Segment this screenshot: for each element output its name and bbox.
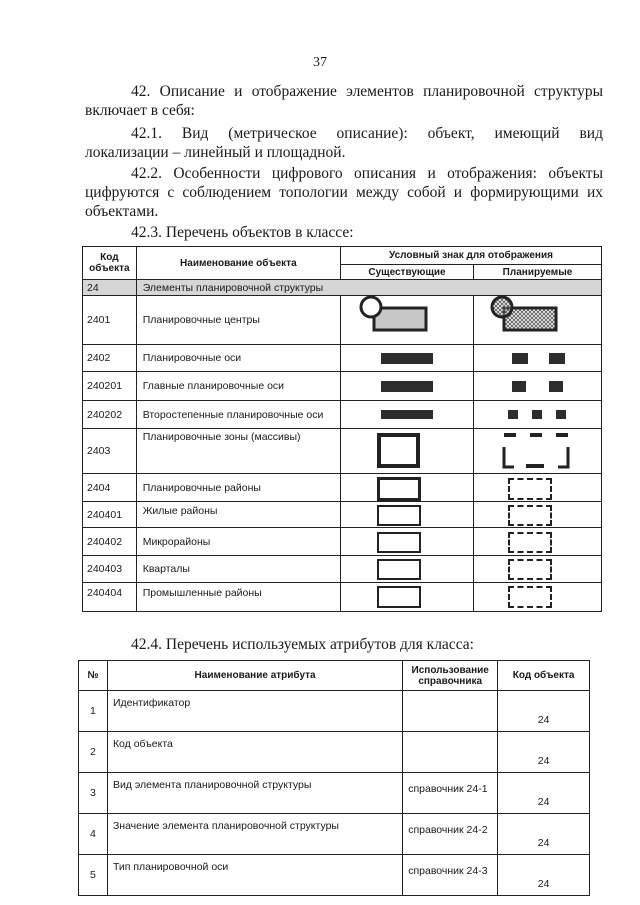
- attr-reference: [403, 732, 498, 773]
- row-name: Жилые районы: [136, 502, 340, 528]
- row-name: Планировочные зоны (массивы): [136, 429, 340, 474]
- dash-segment-icon: [549, 381, 563, 392]
- header-object-code: Код объекта: [498, 661, 590, 691]
- row-name: Промышленные районы: [136, 583, 340, 612]
- row-name: Второстепенные планировочные оси: [136, 401, 340, 429]
- row-code: 2402: [83, 345, 137, 372]
- attr-object-code: 24: [498, 773, 590, 814]
- dashed-rectangle-icon: [508, 532, 552, 553]
- dash-segment-icon: [549, 353, 565, 364]
- attr-object-code: 24: [498, 814, 590, 855]
- paragraph-42-1: [85, 124, 603, 162]
- dash-segment-icon: [556, 410, 566, 419]
- row-name: Планировочные районы: [136, 474, 340, 502]
- solid-line-icon: [381, 353, 433, 364]
- row-name: Планировочные центры: [136, 296, 340, 345]
- group-name: Элементы планировочной структуры: [136, 280, 601, 296]
- planned-symbol-axis: [473, 345, 601, 372]
- row-code: 2401: [83, 296, 137, 345]
- dash-segment-icon: [512, 381, 526, 392]
- existing-symbol-blocks: [340, 556, 473, 583]
- header-symbol: Условный знак для отображения: [340, 247, 601, 265]
- rectangle-icon: [377, 559, 421, 580]
- paragraph-42-2-line1: 42.2. Особенности цифрового описания и отображения: объекты: [131, 165, 603, 182]
- table-row: [83, 556, 602, 583]
- attr-number: 2: [79, 732, 108, 773]
- header-reference-usage: Использование справочника: [403, 661, 498, 691]
- planned-symbol-zones: [473, 429, 601, 474]
- header-code: Код объекта: [83, 247, 137, 280]
- attr-reference: справочник 24-1: [403, 773, 498, 814]
- attr-name: Идентификатор: [107, 691, 402, 732]
- table-row: [83, 474, 602, 502]
- dash-segment-icon: [508, 410, 518, 419]
- planned-symbol-districts: [473, 474, 601, 502]
- paragraph-42: [85, 82, 603, 120]
- table-row: [79, 691, 590, 732]
- attr-reference: [403, 691, 498, 732]
- attributes-table: [78, 660, 590, 896]
- table-group-row: [83, 280, 602, 296]
- existing-symbol-zones: [340, 429, 473, 474]
- existing-symbol-planning-center: [340, 296, 473, 345]
- row-code: 2403: [83, 429, 137, 474]
- attr-name: Тип планировочной оси: [107, 855, 402, 896]
- header-object-name: Наименование объекта: [136, 247, 340, 280]
- header-planned: Планируемые: [473, 265, 601, 280]
- table-row: [83, 296, 602, 345]
- existing-symbol-residential: [340, 502, 473, 528]
- planned-symbol-blocks: [473, 556, 601, 583]
- rectangle-icon: [377, 477, 421, 501]
- existing-symbol-districts: [340, 474, 473, 502]
- planned-symbol-industrial: [473, 583, 601, 612]
- row-code: 240201: [83, 372, 137, 401]
- table-row: [83, 401, 602, 429]
- existing-symbol-microdistricts: [340, 528, 473, 556]
- row-code: 2404: [83, 474, 137, 502]
- table-row: [83, 372, 602, 401]
- planned-symbol-microdistricts: [473, 528, 601, 556]
- rectangle-icon: [377, 505, 421, 526]
- attr-object-code: 24: [498, 691, 590, 732]
- row-code: 240202: [83, 401, 137, 429]
- heading-42-4: 42.4. Перечень используемых атрибутов для класса:: [131, 636, 474, 653]
- table-row: [83, 502, 602, 528]
- table-row: [79, 732, 590, 773]
- existing-symbol-main-axis: [340, 372, 473, 401]
- attr-object-code: 24: [498, 732, 590, 773]
- existing-symbol-industrial: [340, 583, 473, 612]
- dashed-rectangle-icon: [508, 586, 552, 608]
- paragraph-42-1-line1: 42.1. Вид (метрическое описание): объект, имеющий вид: [131, 125, 603, 142]
- center-symbol-planned-icon: [474, 296, 601, 341]
- dash-segment-icon: [512, 353, 528, 364]
- paragraph-42-1-line2: локализации – линейный и площадной.: [85, 144, 346, 161]
- header-number: №: [79, 661, 108, 691]
- table-row: [83, 583, 602, 612]
- row-name: Главные планировочные оси: [136, 372, 340, 401]
- table-row: [79, 773, 590, 814]
- heading-42-3: 42.3. Перечень объектов в классе:: [131, 224, 354, 241]
- attr-name: Вид элемента планировочной структуры: [107, 773, 402, 814]
- planned-symbol-residential: [473, 502, 601, 528]
- dashed-rectangle-icon: [508, 505, 552, 526]
- planned-symbol-planning-center: [473, 296, 601, 345]
- row-name: Кварталы: [136, 556, 340, 583]
- center-symbol-existing-icon: [341, 296, 473, 341]
- table-row: [83, 429, 602, 474]
- attr-number: 1: [79, 691, 108, 732]
- row-code: 240401: [83, 502, 137, 528]
- attr-reference: справочник 24-3: [403, 855, 498, 896]
- row-name: Планировочные оси: [136, 345, 340, 372]
- attr-name: Код объекта: [107, 732, 402, 773]
- attr-object-code: 24: [498, 855, 590, 896]
- paragraph-42-2-rest: цифруются с соблюдением топологии между собой и формирующими их объектами.: [85, 184, 603, 220]
- header-existing: Существующие: [340, 265, 473, 280]
- existing-symbol-axis: [340, 345, 473, 372]
- attr-number: 5: [79, 855, 108, 896]
- attr-number: 4: [79, 814, 108, 855]
- existing-symbol-secondary-axis: [340, 401, 473, 429]
- solid-line-icon: [381, 410, 433, 419]
- paragraph-42-line2: включает в себя:: [85, 102, 195, 119]
- attr-number: 3: [79, 773, 108, 814]
- objects-table: [82, 246, 602, 612]
- planned-symbol-main-axis: [473, 372, 601, 401]
- rectangle-icon: [377, 586, 421, 608]
- row-name: Микрорайоны: [136, 528, 340, 556]
- dashed-rectangle-icon: [508, 559, 552, 580]
- dashed-zone-icon: [474, 429, 601, 470]
- row-code: 240403: [83, 556, 137, 583]
- dash-segment-icon: [532, 410, 542, 419]
- attr-name: Значение элемента планировочной структуры: [107, 814, 402, 855]
- group-code: 24: [83, 280, 137, 296]
- page-number: 37: [313, 55, 327, 70]
- paragraph-42-2: [85, 164, 603, 221]
- attr-reference: справочник 24-2: [403, 814, 498, 855]
- row-code: 240404: [83, 583, 137, 612]
- header-attribute-name: Наименование атрибута: [107, 661, 402, 691]
- row-code: 240402: [83, 528, 137, 556]
- table-row: [79, 855, 590, 896]
- planned-symbol-secondary-axis: [473, 401, 601, 429]
- table-row: [83, 345, 602, 372]
- rectangle-icon: [377, 532, 421, 553]
- table-row: [79, 814, 590, 855]
- thick-rectangle-icon: [377, 433, 420, 468]
- solid-line-icon: [381, 381, 433, 392]
- paragraph-42-line1: 42. Описание и отображение элементов планировочной структуры: [131, 83, 603, 100]
- dashed-rectangle-icon: [508, 478, 552, 500]
- table-row: [83, 528, 602, 556]
